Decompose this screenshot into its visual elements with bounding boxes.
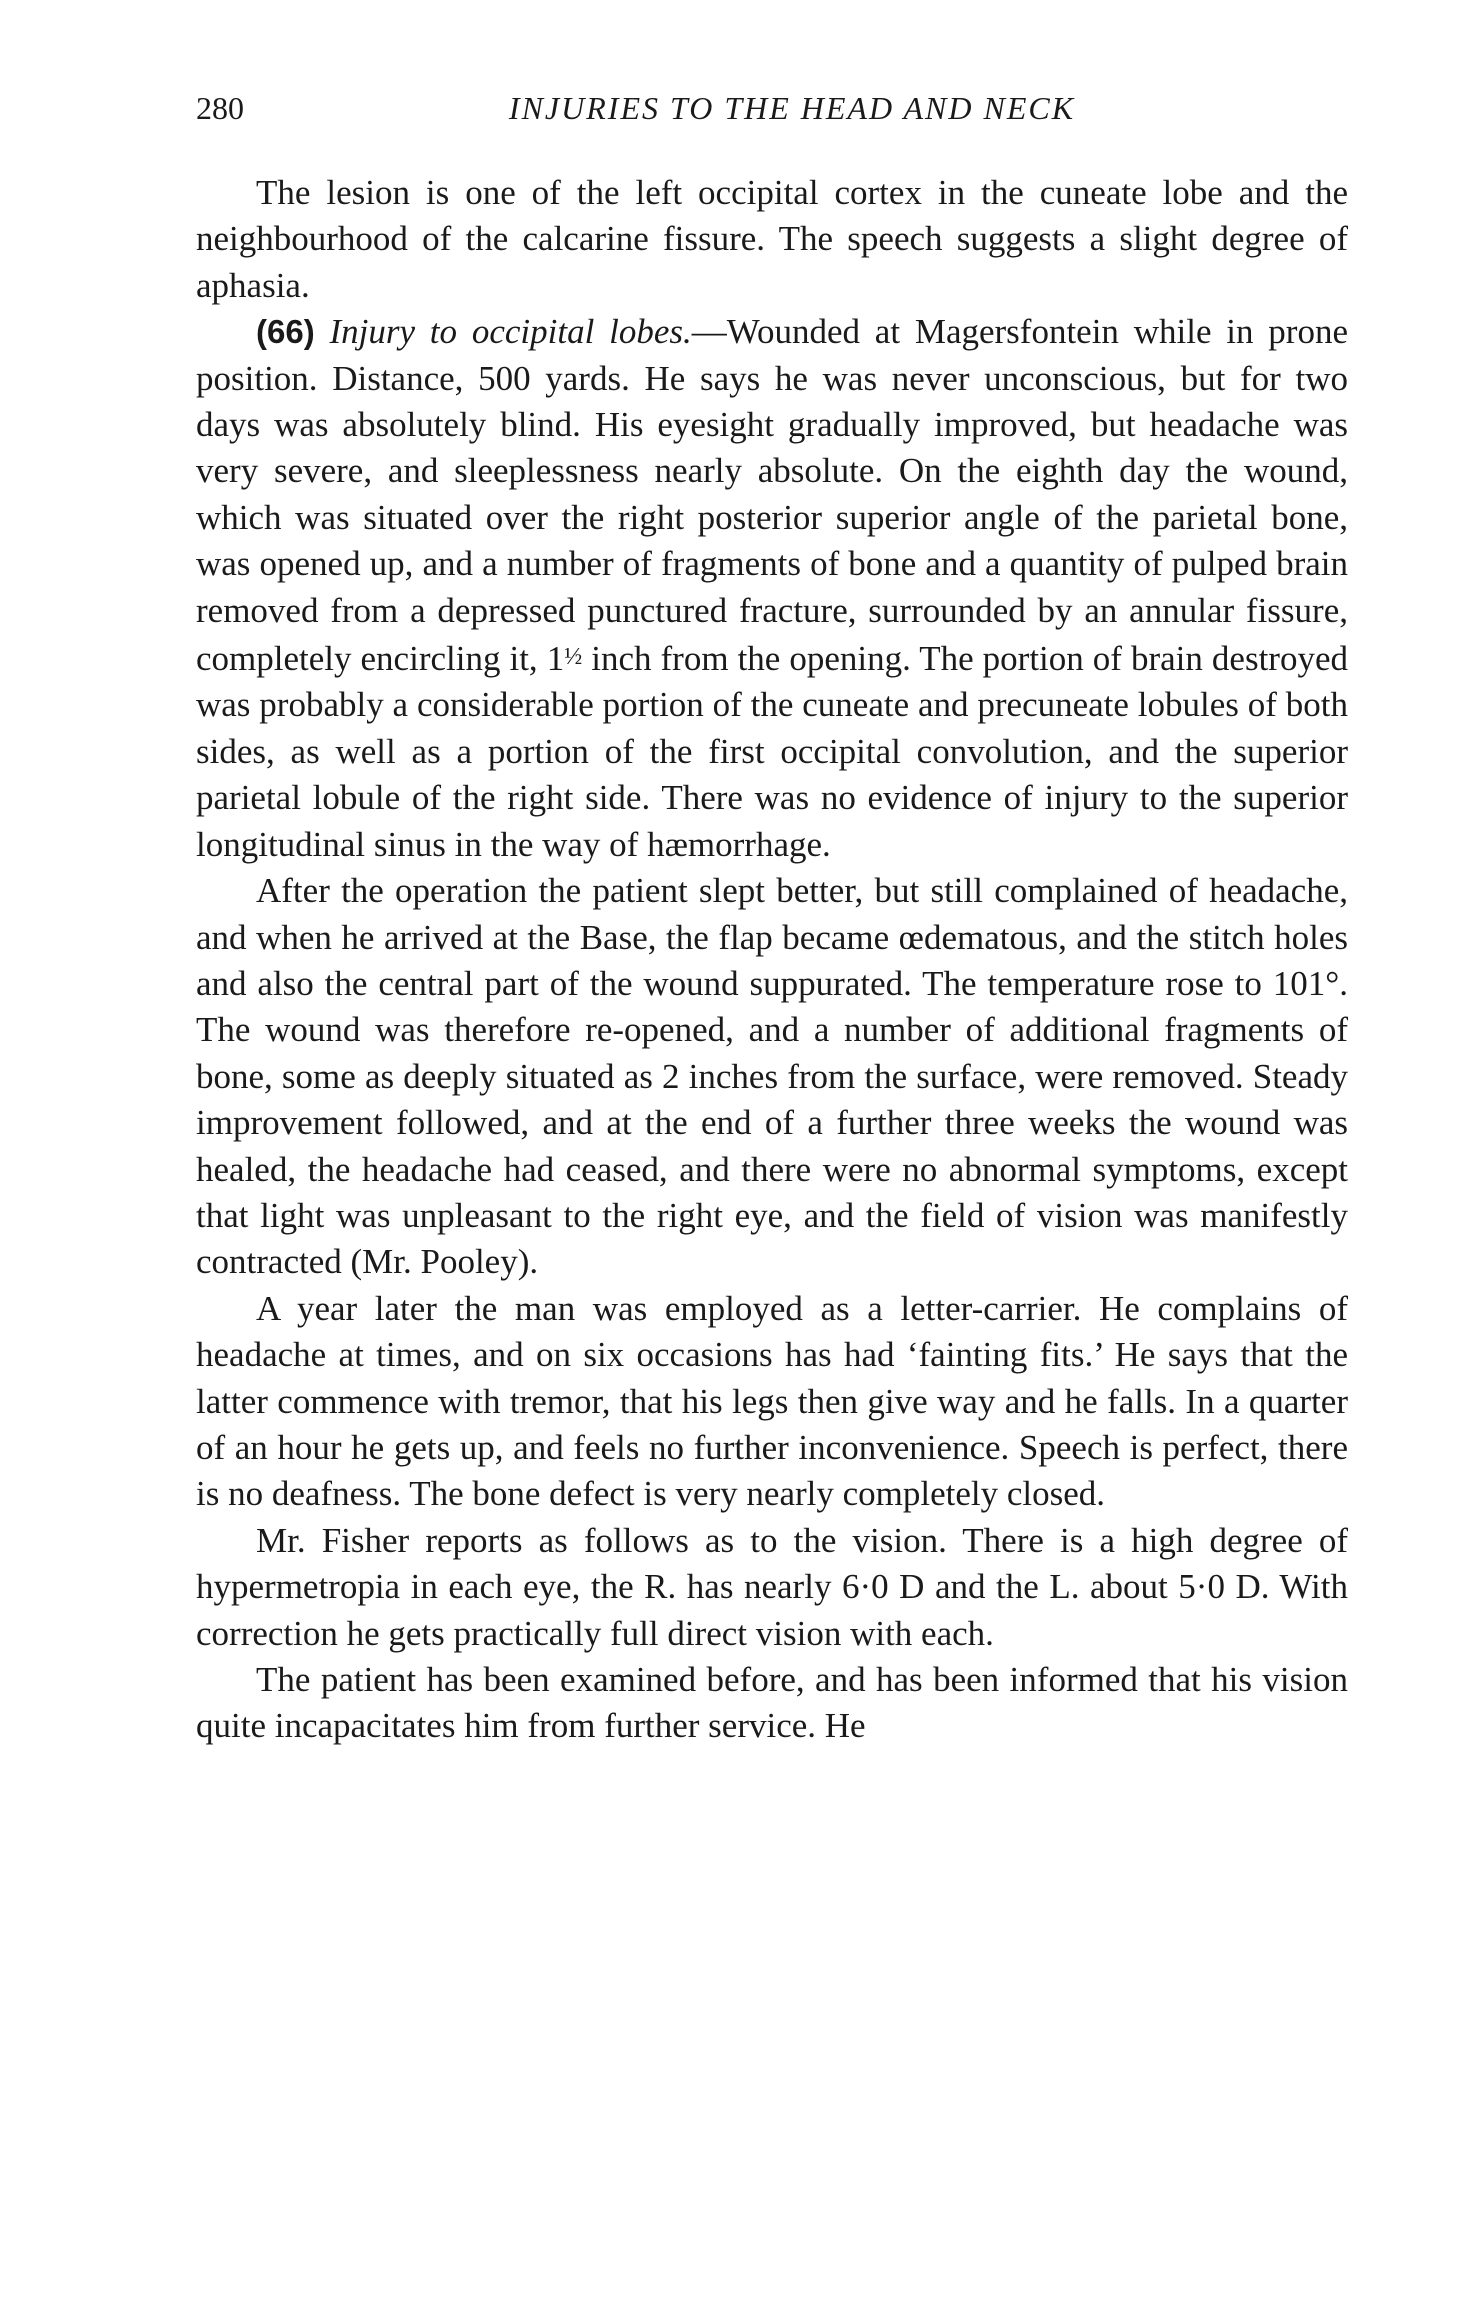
fraction-half: ½ xyxy=(564,644,583,671)
case-text-part-2: inch from the opening. The portion of brain destroyed was probably a considerable portion of the cuneate and precuneate lobules of both sides, as well as a portion of the first occipital convolution, and the superior parietal lobule of the right side. There was no evidence of injury to the superior longitudinal sinus in the way of hæmorrhage. xyxy=(196,639,1348,864)
running-title: INJURIES TO THE HEAD AND NECK xyxy=(508,90,1076,126)
body-text xyxy=(196,170,1348,1750)
case-text-part-1: —Wounded at Magersfontein while in prone position. Distance, 500 yards. He says he was never unconscious, but for two days was absolutely blind. His eyesight gradually improved, but headache was very severe, and sleeplessness nearly absolute. On the eighth day the wound, which was situated over the right posterior superior angle of the parietal bone, was opened up, and a number of fragments of bone and a quantity of pulped brain removed from a depressed punctured fracture, surrounded by an annular fissure, completely encircling it, 1 xyxy=(196,312,1348,679)
case-title: Injury to occipital lobes. xyxy=(329,312,692,352)
running-header xyxy=(196,84,1348,132)
paragraph-vision-report: Mr. Fisher reports as follows as to the vision. There is a high degree of hypermetropia in each eye, the R. has nearly 6·0 D and the L. about 5·0 D. With correction he gets practically full direct vision with each. xyxy=(196,1520,1348,1653)
case-number: (66) xyxy=(256,313,315,351)
paragraph-examination: The patient has been examined before, and has been informed that his vision quite incapacitates him from further service. He xyxy=(196,1660,1348,1746)
paragraph-year-later: A year later the man was employed as a letter-carrier. He complains of headache at times, and on six occasions has had ‘fainting fits.’ He says that the latter commence with tremor, that his legs then give way and he falls. In a quarter of an hour he gets up, and feels no further inconvenience. Speech is perfect, there is no deafness. The bone defect is very nearly completely closed. xyxy=(196,1288,1348,1514)
page-number: 280 xyxy=(196,90,244,126)
paragraph-lesion-summary: The lesion is one of the left occipital cortex in the cuneate lobe and the neighbourhood of the calcarine fissure. The speech suggests a slight degree of aphasia. xyxy=(196,173,1348,305)
paragraph-case-66 xyxy=(196,309,1348,868)
paragraph-after-operation: After the operation the patient slept better, but still complained of headache, and when he arrived at the Base, the flap became œdematous, and the stitch holes and also the central part of the wound suppurated. The temperature rose to 101°. The wound was therefore re-opened, and a number of additional fragments of bone, some as deeply situated as 2 inches from the surface, were removed. Steady improvement followed, and at the end of a further three weeks the wound was healed, the headache had ceased, and there were no abnormal symptoms, except that light was unpleasant to the right eye, and the field of vision was manifestly contracted (Mr. Pooley). xyxy=(196,871,1348,1282)
